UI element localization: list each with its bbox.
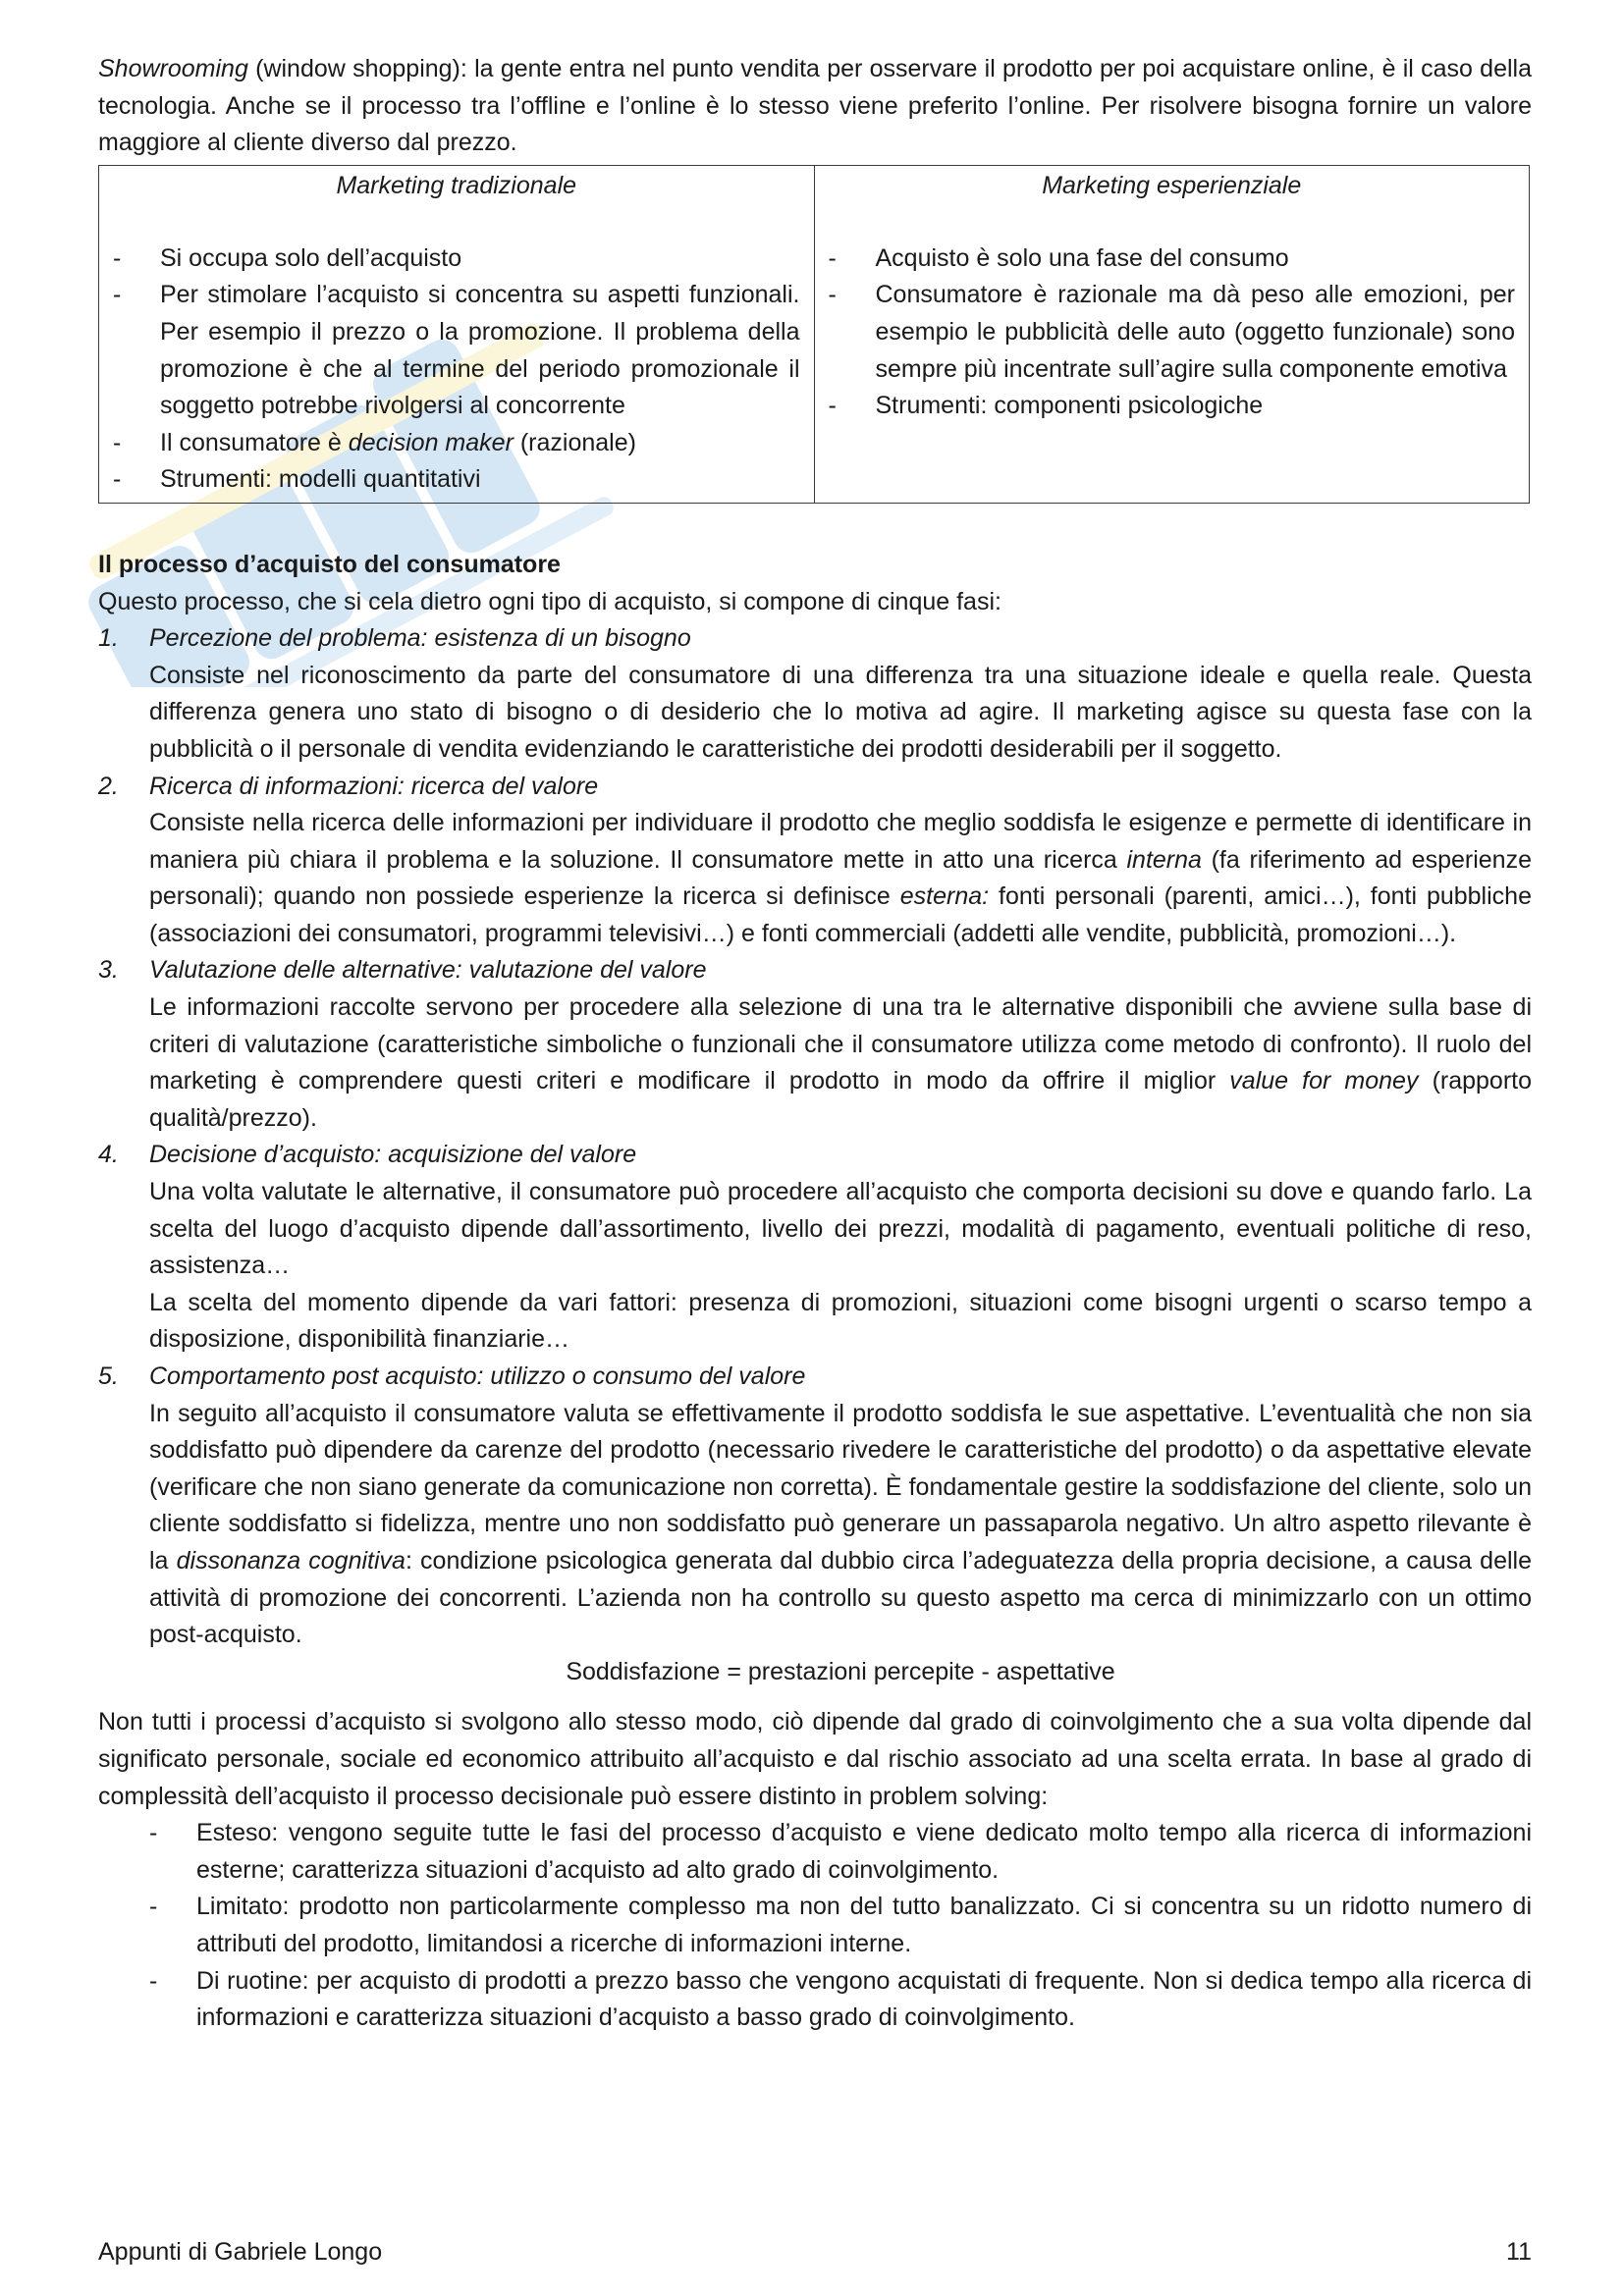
comparison-table	[98, 165, 1530, 504]
step-title: Percezione del problema: esistenza di un bisogno	[149, 624, 691, 653]
step-title: Comportamento post acquisto: utilizzo o consumo del valore	[149, 1362, 806, 1390]
step-title: Ricerca di informazioni: ricerca del valore	[149, 772, 599, 800]
step-body: In seguito all’acquisto il consumatore valuta se effettivamente il prodotto soddisfa le sue aspettative. L’eventualità che non sia soddisfatto può dipendere da carenze del prodotto (necessario rivedere le caratteristiche del prodotto) o da aspettative elevate (verificare che non siano generate da comunicazione non corretta). È fondamentale gestire la soddisfazione del cliente, solo un cliente soddisfatto si fidelizza, mentre uno non soddisfatto può generare un passaparola negativo. Un altro aspetto rilevante è la dissonanza cognitiva: condizione psicologica generata dal dubbio circa l’adeguatezza della propria decisione, a causa delle attività di promozione dei concorrenti. L’azienda non ha controllo su questo aspetto ma cerca di minimizzarlo con un ottimo post-acquisto.	[149, 1399, 1532, 1649]
list-item: - Di ruotine: per acquisto di prodotti a prezzo basso che vengono acquistati di frequente. Non si dedica tempo alla ricerca di informazioni e caratterizza situazioni d’acquisto a basso grado di coinvolgimento.	[98, 1963, 1532, 2037]
list-item: - Consumatore è razionale ma dà peso alle emozioni, per esempio le pubblicità delle auto (oggetto funzionale) sono sempre più incentrate sull’agire sulla componente emotiva	[829, 277, 1516, 388]
step-5	[98, 1359, 1532, 1654]
list-item: - Strumenti: componenti psicologiche	[829, 388, 1516, 425]
step-body: Una volta valutate le alternative, il consumatore può procedere all’acquisto che comporta decisioni su dove e quando farlo. La scelta del luogo d’acquisto dipende dall’assortimento, livello dei prezzi, modalità di pagamento, eventuali politiche di reso, assistenza…	[149, 1178, 1532, 1280]
closing-paragraph: Non tutti i processi d’acquisto si svolgono allo stesso modo, ciò dipende dal grado di coinvolgimento che a sua volta dipende dal significato personale, sociale ed economico attribuito all’acquisto e dal rischio associato ad una scelta errata. In base al grado di complessità dell’acquisto il processo decisionale può essere distinto in problem solving:	[98, 1708, 1532, 1810]
table-col-traditional	[99, 165, 815, 503]
step-title: Valutazione delle alternative: valutazione del valore	[149, 956, 707, 985]
table-col-experiential	[814, 165, 1530, 503]
step-3	[98, 952, 1532, 1137]
section-title: Il processo d’acquisto del consumatore	[98, 550, 561, 578]
experiential-list	[829, 240, 1516, 425]
dm-em: decision maker	[348, 428, 514, 456]
list-item: - Si occupa solo dell’acquisto	[113, 240, 800, 278]
list-item	[113, 425, 800, 462]
list-item: - Limitato: prodotto non particolarmente complesso ma non del tutto banalizzato. Ci si concentra su un ridotto numero di attributi del prodotto, limitandosi a ricerche di informazioni interne.	[98, 1889, 1532, 1962]
section-lead: Questo processo, che si cela dietro ogni tipo di acquisto, si compone di cinque fasi:	[98, 587, 1001, 615]
step-number: 1.	[98, 624, 119, 653]
satisfaction-formula: Soddisfazione = prestazioni percepite - aspettative	[566, 1657, 1115, 1685]
intro-term: Showrooming	[98, 55, 248, 82]
step-number: 2.	[98, 772, 119, 800]
page-footer	[98, 2238, 1532, 2267]
step-4	[98, 1137, 1532, 1359]
step-1	[98, 620, 1532, 768]
step-body: Consiste nella ricerca delle informazioni per individuare il prodotto che meglio soddisfa le esigenze e permette di identificare in maniera più chiara il problema e la soluzione. Il consumatore mette in atto una ricerca interna (fa riferimento ad esperienze personali); quando non possiede esperienze la ricerca si definisce esterna: fonti personali (parenti, amici…), fonti pubbliche (associazioni dei consumatori, programmi televisivi…) e fonti commerciali (addetti alle vendite, pubblicità, promozioni…).	[149, 809, 1532, 947]
intro-paragraph	[98, 51, 1532, 162]
page-number: 11	[1506, 2238, 1532, 2266]
step-body-2: La scelta del momento dipende da vari fattori: presenza di promozioni, situazioni come bisogni urgenti o scarso tempo a disposizione, disponibilità finanziarie…	[149, 1288, 1532, 1354]
step-title: Decisione d’acquisto: acquisizione del valore	[149, 1141, 637, 1169]
list-item: - Per stimolare l’acquisto si concentra su aspetti funzionali. Per esempio il prezzo o la promozione. Il problema della promozione è che al termine del periodo promozionale il soggetto potrebbe rivolgersi al concorrente	[113, 277, 800, 424]
list-item: - Esteso: vengono seguite tutte le fasi del processo d’acquisto e viene dedicato molto tempo alla ricerca di informazioni esterne; caratterizza situazioni d’acquisto ad alto grado di coinvolgimento.	[98, 1815, 1532, 1889]
list-item: - Strumenti: modelli quantitativi	[113, 461, 800, 499]
step-number: 5.	[98, 1362, 119, 1390]
step-body: Consiste nel riconoscimento da parte del consumatore di una differenza tra una situazione ideale e quella reale. Questa differenza genera uno stato di bisogno o di desiderio che lo motiva ad agire. Il marketing agisce su questa fase con la pubblicità o il personale di vendita evidenziando le caratteristiche dei prodotti desiderabili per il soggetto.	[149, 661, 1532, 763]
step-2	[98, 769, 1532, 953]
table-header-traditional: Marketing tradizionale	[336, 171, 577, 199]
footer-author: Appunti di Gabriele Longo	[98, 2238, 383, 2266]
problem-solving-list	[98, 1815, 1532, 2037]
list-item: - Acquisto è solo una fase del consumo	[829, 240, 1516, 278]
table-header-experiential: Marketing esperienziale	[1042, 171, 1302, 199]
traditional-list	[113, 240, 800, 499]
dm-before: Il consumatore è	[160, 428, 349, 456]
purchase-steps	[98, 620, 1532, 1654]
step-number: 4.	[98, 1141, 119, 1169]
step-number: 3.	[98, 956, 119, 985]
step-body: Le informazioni raccolte servono per procedere alla selezione di una tra le alternative disponibili che avviene sulla base di criteri di valutazione (caratteristiche simboliche o funzionali che il consumatore utilizza come metodo di confronto). Il ruolo del marketing è comprendere questi criteri e modificare il prodotto in modo da offrire il miglior value for money (rapporto qualità/prezzo).	[149, 993, 1533, 1132]
document-page	[98, 51, 1532, 2037]
intro-text: (window shopping): la gente entra nel punto vendita per osservare il prodotto per poi acquistare online, è il caso della tecnologia. Anche se il processo tra l’offline e l’online è lo stesso viene preferito l’online. Per risolvere bisogna fornire un valore maggiore al cliente diverso dal prezzo.	[98, 55, 1532, 157]
dm-after: (razionale)	[513, 428, 636, 456]
